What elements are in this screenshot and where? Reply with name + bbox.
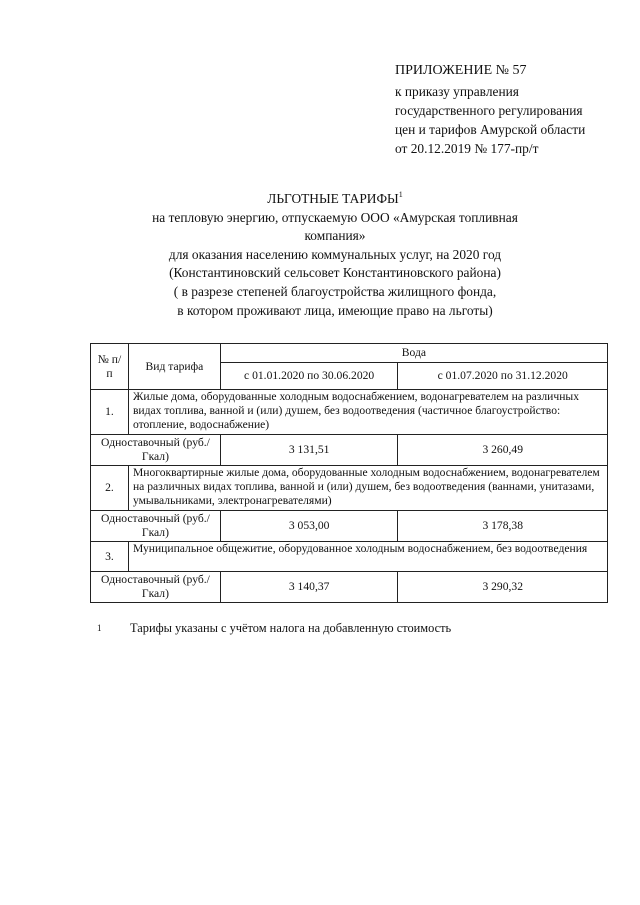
title-text: ЛЬГОТНЫЕ ТАРИФЫ (267, 191, 399, 206)
value-period-1: 3 140,37 (220, 572, 398, 603)
header-tariff-type: Вид тарифа (128, 344, 220, 390)
footnote-marker: 1 (398, 190, 403, 199)
tariff-type-cell: Одноставочный (руб./Гкал) (91, 572, 221, 603)
value-period-2: 3 178,38 (398, 511, 608, 542)
value-period-2: 3 260,49 (398, 435, 608, 466)
appendix-line: к приказу управления (395, 84, 519, 99)
heading-line: для оказания населению коммунальных услуг, на 2020 год (168, 246, 502, 262)
heading-line: ( в разрезе степеней благоустройства жилищного фонда, (173, 283, 497, 299)
heading-line: в котором проживают лица, имеющие право на льготы) (177, 302, 493, 318)
row-number: 1. (91, 390, 129, 435)
tariff-table (90, 343, 608, 603)
tariff-type-cell: Одноставочный (руб./Гкал) (91, 435, 221, 466)
value-period-1: 3 053,00 (220, 511, 398, 542)
value-period-2: 3 290,32 (398, 572, 608, 603)
row-description: Жилые дома, оборудованные холодным водоснабжением, водонагревателем на различных видах топлива, ванной и (или) душем, без водоотведения (частичное благоустройство: отопление, водоснабжение) (128, 390, 607, 435)
footnote-text: Тарифы указаны с учётом налога на добавленную стоимость (130, 621, 452, 635)
row-description: Многоквартирные жилые дома, оборудованные холодным водоснабжением, водонагревателем на различных видах топлива, ванной и (или) душем, без водоотведения (ваннами, унитазами, умывальниками, электронагревателями) (128, 466, 607, 511)
footnote-number: 1 (97, 623, 102, 633)
document-title (70, 186, 600, 209)
header-period-2: с 01.07.2020 по 31.12.2020 (398, 363, 608, 390)
row-number: 3. (91, 542, 129, 572)
document-heading (70, 186, 600, 320)
appendix-line: цен и тарифов Амурской области (395, 122, 586, 137)
appendix-line: государственного регулирования (395, 103, 583, 118)
header-group-water: Вода (220, 344, 607, 363)
row-number: 2. (91, 466, 129, 511)
heading-line: (Константиновский сельсовет Константиновского района) (169, 265, 501, 281)
heading-line: компания» (304, 228, 366, 244)
tariff-type-cell: Одноставочный (руб./Гкал) (91, 511, 221, 542)
appendix-line: от 20.12.2019 № 177-пр/т (395, 141, 539, 156)
value-period-1: 3 131,51 (220, 435, 398, 466)
header-period-1: с 01.01.2020 по 30.06.2020 (220, 363, 398, 390)
appendix-block (395, 60, 635, 158)
row-description: Муниципальное общежитие, оборудованное холодным водоснабжением, без водоотведения (128, 542, 607, 572)
appendix-title: ПРИЛОЖЕНИЕ № 57 (395, 63, 527, 78)
header-num: № п/п (91, 344, 129, 390)
heading-line: на тепловую энергию, отпускаемую ООО «Амурская топливная (152, 209, 518, 225)
